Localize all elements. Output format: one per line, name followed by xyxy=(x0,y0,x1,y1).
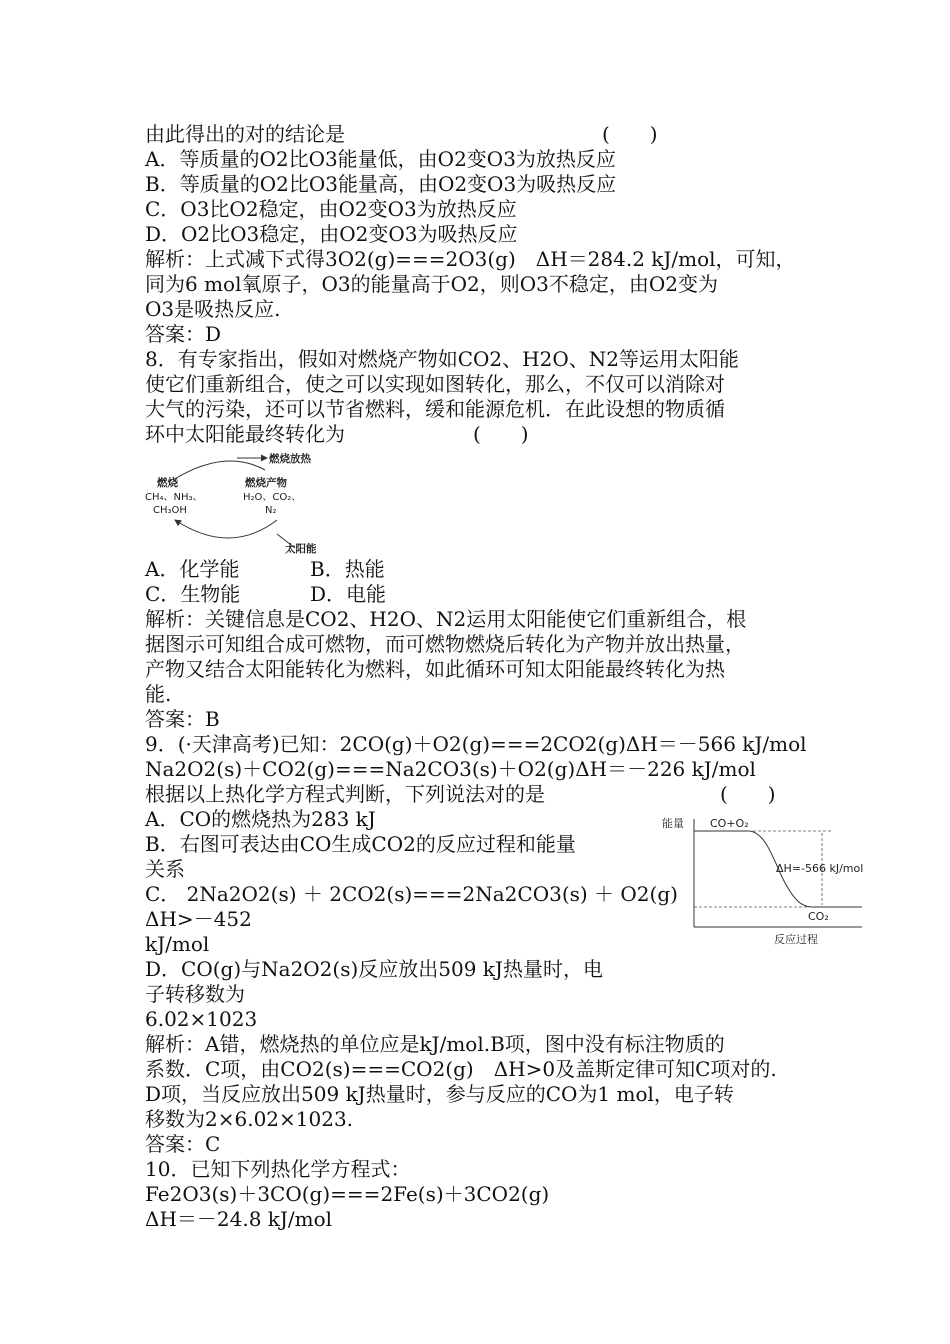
solar-arc xyxy=(175,520,277,538)
q7-answer: 答案：D xyxy=(145,322,222,346)
products-species-line1: H₂O、CO₂、 xyxy=(243,492,302,503)
q9-option-line: D．CO(g)与Na2O2(s)反应放出509 kJ热量时，电 xyxy=(145,957,603,981)
q9-stem-text: 根据以上热化学方程式判断，下列说法对的是 xyxy=(145,782,545,806)
document-page xyxy=(145,122,825,1232)
q9-answer: 答案：C xyxy=(145,1132,221,1156)
q9-option-line: 子转移数为 xyxy=(145,982,245,1006)
q9-option-line: B．右图可表达由CO生成CO2的反应过程和能量 xyxy=(145,832,576,856)
q8-options-row xyxy=(145,582,825,607)
q9-given-line: Na2O2(s)＋CO2(g)===Na2CO3(s)＋O2(g)ΔH＝－226 kJ/mol xyxy=(145,757,756,781)
q9-analysis-line: 解析：A错，燃烧热的单位应是kJ/mol.B项，图中没有标注物质的 xyxy=(145,1032,725,1056)
q8-answer: 答案：B xyxy=(145,707,220,731)
q7-answer-paren: ( ) xyxy=(602,122,658,146)
products-title: 燃烧产物 xyxy=(245,477,287,489)
fuel-species-line2: CH₃OH xyxy=(153,505,187,516)
delta-h-label: ΔH=-566 kJ/mol xyxy=(776,862,864,875)
q9-stem xyxy=(145,782,825,807)
q8-stem-line xyxy=(145,422,825,447)
q8-options-row xyxy=(145,557,825,582)
q8-stem-line: 大气的污染，还可以节省燃料，缓和能源危机．在此设想的物质循 xyxy=(145,397,725,421)
products-species-line2: N₂ xyxy=(265,505,277,516)
q9-option-line: A．CO的燃烧热为283 kJ xyxy=(145,807,376,831)
q9-analysis-line: D项，当反应放出509 kJ热量时，参与反应的CO为1 mol，电子转 xyxy=(145,1082,734,1106)
q7-analysis-line: 同为6 mol氧原子，O3的能量高于O2，则O3不稳定，由O2变为 xyxy=(145,272,718,296)
y-axis-label: 能量 xyxy=(662,817,684,830)
reactants-label: CO+O₂ xyxy=(710,817,749,830)
q8-stem-line: 使它们重新组合，使之可以实现如图转化，那么，不仅可以消除对 xyxy=(145,372,725,396)
q8-analysis-line: 解析：关键信息是CO2、H2O、N2运用太阳能使它们重新组合，根 xyxy=(145,607,747,631)
q8-option-c: C．生物能 xyxy=(145,582,241,606)
q7-option-c: C．O3比O2稳定，由O2变O3为放热反应 xyxy=(145,197,517,221)
q9-answer-paren: ( ) xyxy=(720,782,776,806)
x-axis-label: 反应过程 xyxy=(774,933,818,946)
q8-option-b: B．热能 xyxy=(310,557,385,581)
q7-option-d: D．O2比O3稳定，由O2变O3为吸热反应 xyxy=(145,222,518,246)
q9-energy-diagram xyxy=(662,815,882,954)
q9-analysis-line: 系数．C项，由CO2(s)===CO2(g) ΔH>0及盖斯定律可知C项对的. xyxy=(145,1057,777,1081)
solar-energy-label: 太阳能 xyxy=(285,543,317,555)
products-label: CO₂ xyxy=(808,910,829,923)
q8-option-d: D．电能 xyxy=(310,582,387,606)
q8-option-a: A．化学能 xyxy=(145,557,240,581)
q9-option-line: kJ/mol xyxy=(145,932,210,956)
energy-diagram-svg xyxy=(662,815,882,950)
q7-stem xyxy=(145,122,825,147)
q8-cycle-diagram xyxy=(145,448,345,555)
q7-analysis-line: O3是吸热反应. xyxy=(145,297,281,321)
q8-stem-text: 环中太阳能最终转化为 xyxy=(145,422,345,446)
q9-given-line: 9．(·天津高考)已知：2CO(g)＋O2(g)===2CO2(g)ΔH＝－566 kJ/mol xyxy=(145,732,807,756)
cycle-diagram-svg xyxy=(145,448,345,555)
fuel-species-line1: CH₄、NH₃、 xyxy=(145,492,203,503)
q8-analysis-line: 能. xyxy=(145,682,172,706)
q9-option-line: ΔH>－452 xyxy=(145,907,252,931)
combustion-heat-label: 燃烧放热 xyxy=(269,453,311,465)
q7-option-b: B．等质量的O2比O3能量高，由O2变O3为吸热反应 xyxy=(145,172,617,196)
q10-enthalpy: ΔH＝－24.8 kJ/mol xyxy=(145,1207,333,1231)
q8-analysis-line: 产物又结合太阳能转化为燃料，如此循环可知太阳能最终转化为热 xyxy=(145,657,725,681)
q7-stem-text: 由此得出的对的结论是 xyxy=(145,122,345,146)
q9-option-line: C． 2Na2O2(s) ＋ 2CO2(s)===2Na2CO3(s) ＋ O2(g) xyxy=(145,882,678,906)
q9-option-line: 6.02×1023 xyxy=(145,1007,258,1031)
q9-option-line: 关系 xyxy=(145,857,185,881)
fuel-title: 燃烧 xyxy=(157,477,178,489)
q10-equation: Fe2O3(s)＋3CO(g)===2Fe(s)＋3CO2(g) xyxy=(145,1182,550,1206)
q10-stem: 10．已知下列热化学方程式： xyxy=(145,1157,411,1181)
q7-option-a: A．等质量的O2比O3能量低，由O2变O3为放热反应 xyxy=(145,147,616,171)
q9-analysis-line: 移数为2×6.02×1023. xyxy=(145,1107,354,1131)
q8-stem-line: 8．有专家指出，假如对燃烧产物如CO2、H2O、N2等运用太阳能 xyxy=(145,347,739,371)
q7-analysis-line: 解析：上式减下式得3O2(g)===2O3(g) ΔH＝284.2 kJ/mol，可知， xyxy=(145,247,796,271)
q8-answer-paren: ( ) xyxy=(473,422,529,446)
q8-analysis-line: 据图示可知组合成可燃物，而可燃物燃烧后转化为产物并放出热量， xyxy=(145,632,745,656)
